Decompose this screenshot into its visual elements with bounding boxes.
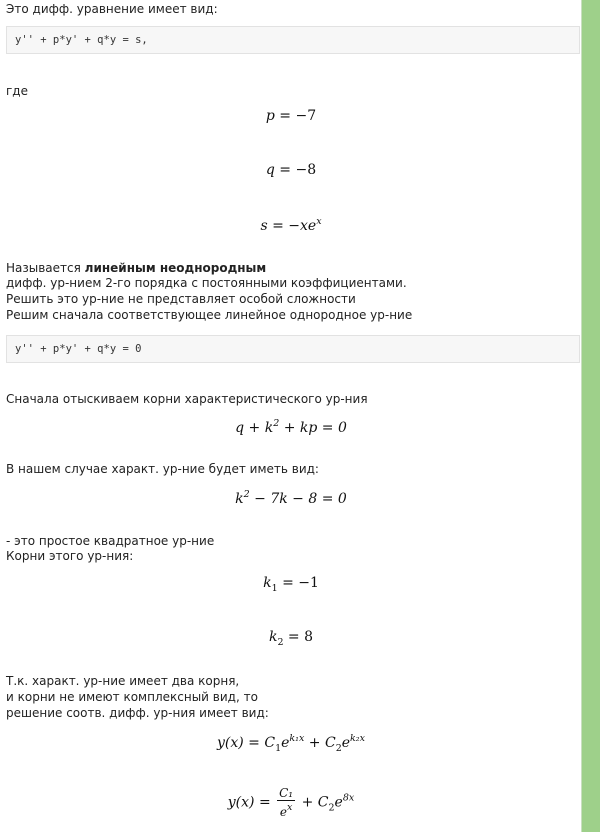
- linear-inhomogeneous-bold: линейным неоднородным: [84, 261, 267, 275]
- since-line-1: Т.к. характ. ур-ние имеет два корня,: [6, 674, 240, 688]
- q-value: q = −8: [265, 162, 317, 178]
- roots-of-text: Корни этого ур-ния:: [6, 549, 134, 563]
- code-block-equation: y'' + p*y' + q*y = s,: [6, 26, 580, 54]
- case-equation: $k^2 - 7k - 8 = 0$: [235, 489, 347, 507]
- fraction: $\frac{\text{C₁}}{e^x}$: [279, 786, 294, 819]
- s-value: $s = -xe^x$: [260, 216, 322, 234]
- page-side-bar: [582, 0, 600, 832]
- simple-quadratic-text: - это простое квадратное ур-ние: [6, 534, 215, 548]
- description-line-3: Решить это ур-ние не представляет особой сложности: [6, 292, 356, 306]
- intro-text: Это дифф. уравнение имеет вид:: [6, 2, 218, 16]
- since-line-2: и корни не имеют комплексный вид, то: [6, 690, 258, 704]
- root-k1: $k_1 = -1$: [263, 575, 319, 594]
- root-k2: $k_2 = 8$: [268, 629, 314, 648]
- our-case-text: В нашем случае характ. ур-ние будет иметь вид:: [6, 462, 319, 476]
- where-text: где: [6, 84, 28, 98]
- p-value: p = −7: [265, 108, 317, 124]
- characteristic-equation: $q + k^2$ + kp = 0: [235, 418, 347, 436]
- particular-solution: y(x) = $\frac{\text{C₁}}{e^x}$ + $C_2e^{8x}$: [227, 786, 355, 819]
- description-line-2: дифф. ур-нием 2-го порядка с постоянными коэффициентами.: [6, 276, 407, 290]
- description-line-4: Решим сначала соответствующее линейное однородное ур-ние: [6, 308, 413, 322]
- called-line: Называется линейным неоднородным: [6, 261, 267, 275]
- since-line-3: решение соотв. дифф. ур-ния имеет вид:: [6, 706, 269, 720]
- code-block-homogeneous: y'' + p*y' + q*y = 0: [6, 335, 580, 363]
- roots-intro-text: Сначала отыскиваем корни характеристического ур-ния: [6, 392, 368, 406]
- general-solution: $y(x) = C_1e^{k_1x} + C_2e^{k_2x}$: [217, 733, 365, 754]
